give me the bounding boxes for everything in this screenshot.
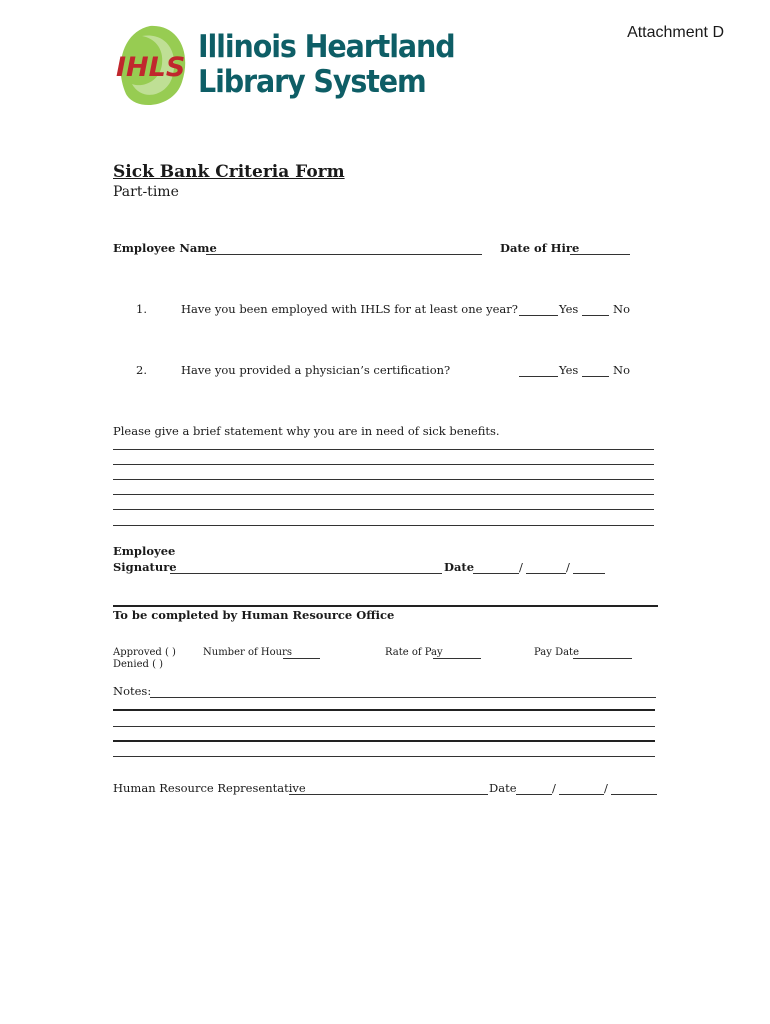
- date-of-hire-label: Date of Hire: [500, 241, 580, 255]
- logo-line-2: Library System: [198, 64, 426, 100]
- hr-rep-field[interactable]: [289, 794, 488, 795]
- signature-date-month[interactable]: [473, 573, 519, 574]
- date-of-hire-field[interactable]: [570, 254, 630, 255]
- hr-date-label: Date: [489, 781, 517, 795]
- hours-label: Number of Hours: [203, 647, 292, 658]
- pay-date-label: Pay Date: [534, 647, 579, 658]
- signature-date-day[interactable]: [526, 573, 566, 574]
- question-1-yes-label: Yes: [559, 302, 579, 316]
- notes-line[interactable]: [113, 726, 655, 727]
- question-1-yes-field[interactable]: [519, 315, 558, 316]
- signature-date-year[interactable]: [573, 573, 605, 574]
- question-1-no-label: No: [613, 302, 630, 316]
- question-2-yes-field[interactable]: [519, 376, 558, 377]
- statement-line[interactable]: [113, 525, 654, 526]
- statement-line[interactable]: [113, 494, 654, 495]
- date-slash: /: [566, 560, 570, 574]
- employee-name-label: Employee Name: [113, 241, 217, 255]
- statement-line[interactable]: [113, 479, 654, 480]
- statement-line[interactable]: [113, 449, 654, 450]
- approved-checkbox[interactable]: Approved ( ): [113, 647, 176, 658]
- signature-label-2: Signature: [113, 560, 177, 574]
- form-subtitle: Part-time: [113, 184, 179, 200]
- statement-line[interactable]: [113, 464, 654, 465]
- employee-name-field[interactable]: [206, 254, 482, 255]
- date-slash: /: [519, 560, 523, 574]
- notes-line[interactable]: [150, 697, 656, 698]
- notes-line[interactable]: [113, 756, 655, 757]
- notes-line[interactable]: [113, 709, 655, 711]
- hr-date-year[interactable]: [611, 794, 657, 795]
- question-1-number: 1.: [136, 302, 147, 316]
- question-1-no-field[interactable]: [582, 315, 609, 316]
- form-title: Sick Bank Criteria Form: [113, 162, 345, 182]
- question-2-text: Have you provided a physician’s certification?: [181, 363, 451, 377]
- question-1-text: Have you been employed with IHLS for at least one year?: [181, 302, 518, 316]
- rate-field[interactable]: [433, 658, 481, 659]
- signature-label-1: Employee: [113, 544, 176, 558]
- question-2-no-label: No: [613, 363, 630, 377]
- signature-date-label: Date: [444, 560, 475, 574]
- section-divider: [113, 605, 658, 607]
- statement-prompt: Please give a brief statement why you are in need of sick benefits.: [113, 424, 500, 438]
- hr-heading: To be completed by Human Resource Office: [113, 608, 395, 622]
- statement-line[interactable]: [113, 509, 654, 510]
- question-2-yes-label: Yes: [559, 363, 579, 377]
- logo-text: [198, 30, 455, 100]
- logo-line-1: Illinois Heartland: [198, 29, 455, 65]
- hr-date-month[interactable]: [516, 794, 552, 795]
- denied-checkbox[interactable]: Denied ( ): [113, 659, 164, 670]
- hours-field[interactable]: [283, 658, 320, 659]
- rate-label: Rate of Pay: [385, 647, 443, 658]
- hr-date-day[interactable]: [559, 794, 604, 795]
- hr-rep-label: Human Resource Representative: [113, 781, 306, 795]
- date-slash: /: [552, 781, 556, 795]
- logo-abbr: IHLS: [116, 52, 186, 83]
- attachment-label: Attachment D: [627, 24, 724, 41]
- date-slash: /: [604, 781, 608, 795]
- question-2-number: 2.: [136, 363, 147, 377]
- pay-date-field[interactable]: [573, 658, 632, 659]
- question-2-no-field[interactable]: [582, 376, 609, 377]
- signature-field[interactable]: [170, 573, 442, 574]
- notes-line[interactable]: [113, 740, 655, 742]
- notes-label: Notes:: [113, 684, 152, 698]
